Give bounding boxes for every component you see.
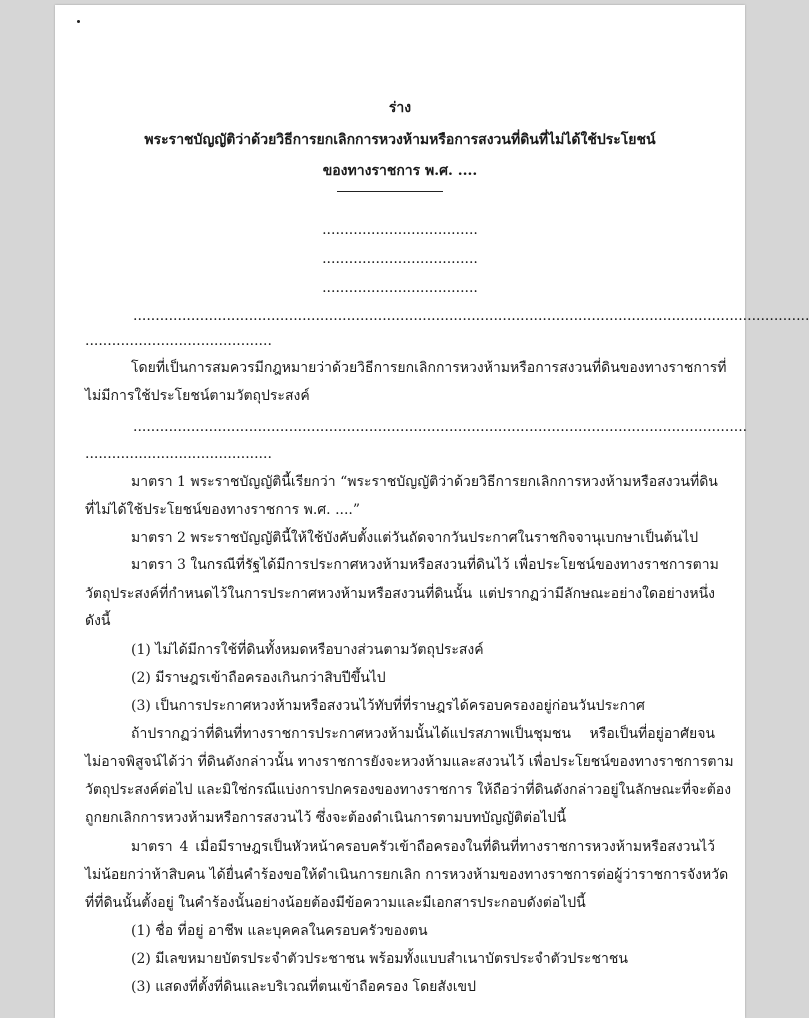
section-3-line-1: มาตรา 3 ในกรณีที่รัฐได้มีการประกาศหวงห้ามหรือสงวนที่ดินไว้ เพื่อประโยชน์ของทางราชการตาม [131, 557, 719, 573]
section-3-para-2-line-3: วัตถุประสงค์ต่อไป และมิใช่กรณีแบ่งการปกครองของทางราชการ ให้ถือว่าที่ดินดังกล่าวอยู่ในลักษณะที่จะต้อง [85, 782, 732, 798]
scan-speck [77, 20, 80, 23]
title-underline [337, 191, 443, 192]
preamble-line-1: โดยที่เป็นการสมควรมีกฎหมายว่าด้วยวิธีการยกเลิกการหวงห้ามหรือการสงวนที่ดินของทางราชการที่ [131, 360, 727, 376]
section-3-para-2-line-2: ไม่อาจพิสูจน์ได้ว่า ที่ดินดังกล่าวนั้น ทางราชการยังจะหวงห้ามและสงวนไว้ เพื่อประโยชน์ของทางราชการตาม [85, 754, 734, 770]
section-3-line-3: ดังนี้ [85, 613, 111, 629]
section-4-item-3: (3) แสดงที่ตั้งที่ดินและบริเวณที่ตนเข้าถือครอง โดยสังเขป [131, 979, 476, 995]
section-1-line-2: ที่ไม่ได้ใช้ประโยชน์ของทางราชการ พ.ศ. ....” [85, 502, 361, 518]
section-4-line-2: ไม่น้อยกว่าห้าสิบคน ได้ยื่นคำร้องขอให้ดำเนินการยกเลิก การหวงห้ามของทางราชการต่อผู้ว่าราชการจังหวัด [85, 867, 729, 883]
section-2-line-1: มาตรา 2 พระราชบัญญัตินี้ให้ใช้บังคับตั้งแต่วันถัดจากวันประกาศในราชกิจจานุเบกษาเป็นต้นไป [131, 530, 699, 546]
preamble-line-2: ไม่มีการใช้ประโยชน์ตามวัตถุประสงค์ [85, 388, 310, 404]
blank-line: ........................................................................................................................................................ [133, 308, 809, 324]
section-4-item-2: (2) มีเลขหมายบัตรประจำตัวประชาชน พร้อมทั้งแบบสำเนาบัตรประจำตัวประชาชน [131, 951, 628, 967]
section-4-line-3: ที่ที่ดินนั้นตั้งอยู่ ในคำร้องนั้นอย่างน้อยต้องมีข้อความและมีเอกสารประกอบดังต่อไปนี้ [85, 895, 586, 911]
section-3-item-1: (1) ไม่ได้มีการใช้ที่ดินทั้งหมดหรือบางส่วนตามวัตถุประสงค์ [131, 642, 484, 658]
blank-line: ................................... [322, 280, 478, 296]
title-line-2: ของทางราชการ พ.ศ. .... [322, 163, 478, 179]
section-3-item-3: (3) เป็นการประกาศหวงห้ามหรือสงวนไว้ทับที่ที่ราษฎรได้ครอบครองอยู่ก่อนวันประกาศ [131, 698, 645, 714]
section-3-para-2-line-1: ถ้าปรากฏว่าที่ดินที่ทางราชการประกาศหวงห้ามนั้นได้แปรสภาพเป็นชุมชน หรือเป็นที่อยู่อาศัยจน [131, 726, 715, 742]
section-4-line-1: มาตรา 4 เมื่อมีราษฎรเป็นหัวหน้าครอบครัวเข้าถือครองในที่ดินที่ทางราชการหวงห้ามหรือสงวนไว้ [131, 839, 715, 855]
blank-line: .......................................................................................................................................... [133, 419, 748, 435]
document-page [55, 5, 809, 1018]
blank-line: .......................................... [85, 446, 272, 462]
section-3-item-2: (2) มีราษฎรเข้าถือครองเกินกว่าสิบปีขึ้นไป [131, 670, 386, 686]
section-3-para-2-line-4: ถูกยกเลิกการหวงห้ามหรือการสงวนไว้ ซึ่งจะต้องดำเนินการตามบทบัญญัติต่อไปนี้ [85, 810, 567, 826]
blank-line: ................................... [322, 251, 478, 267]
draft-heading: ร่าง [388, 100, 412, 116]
section-1-line-1: มาตรา 1 พระราชบัญญัตินี้เรียกว่า “พระราชบัญญัติว่าด้วยวิธีการยกเลิกการหวงห้ามหรือสงวนที่ดิน [131, 474, 718, 490]
blank-line: .......................................... [85, 333, 272, 349]
section-3-line-2: วัตถุประสงค์ที่กำหนดไว้ในการประกาศหวงห้ามหรือสงวนที่ดินนั้น แต่ปรากฏว่ามีลักษณะอย่างใดอย่างหนึ่ง [85, 586, 715, 602]
section-4-item-1: (1) ชื่อ ที่อยู่ อาชีพ และบุคคลในครอบครัวของตน [131, 923, 428, 939]
title-line-1: พระราชบัญญัติว่าด้วยวิธีการยกเลิกการหวงห้ามหรือการสงวนที่ดินที่ไม่ได้ใช้ประโยชน์ [144, 132, 656, 148]
blank-line: ................................... [322, 222, 478, 238]
